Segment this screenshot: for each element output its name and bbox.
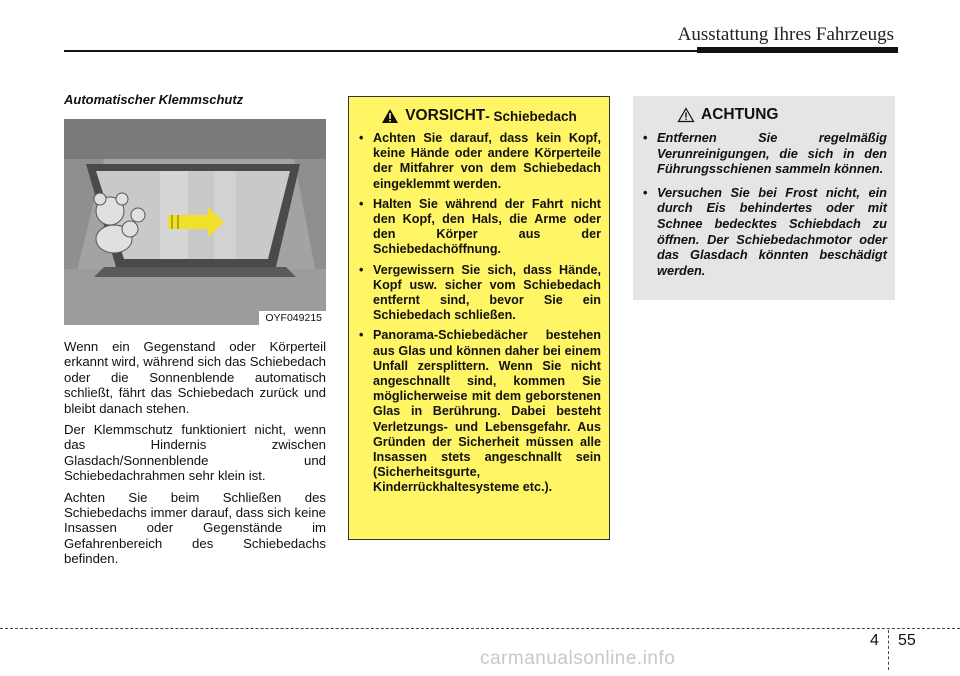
caution-title: VORSICHT xyxy=(405,107,486,124)
list-item: • Halten Sie während der Fahrt nicht den Kopf, den Hals, die Arme oder den Körper aus der Schiebedachöffnung. xyxy=(357,197,601,258)
left-column xyxy=(64,92,326,573)
header-rule-accent xyxy=(697,47,898,53)
warning-box xyxy=(633,96,895,300)
sunroof-photo xyxy=(64,119,326,325)
list-item: • Achten Sie darauf, dass kein Kopf, keine Hände oder andere Körperteile der Mitfahrer von dem Schiebedach eingeklemmt werden. xyxy=(357,131,601,192)
warning-triangle-outline-icon xyxy=(677,107,695,123)
section-title: Ausstattung Ihres Fahrzeugs xyxy=(677,24,894,45)
warning-title: ACHTUNG xyxy=(701,106,779,123)
warning-header xyxy=(677,106,887,124)
footer-rule xyxy=(0,628,960,629)
paragraph: Wenn ein Gegenstand oder Körperteil erkannt wird, während sich das Schiebedach oder die Sonnenblende automatisch schließt, fährt das Schiebedach zurück und bleibt danach stehen. xyxy=(64,339,326,416)
watermark: carmanualsonline.info xyxy=(480,648,676,669)
subsection-title: Automatischer Klemmschutz xyxy=(64,92,244,107)
caution-list xyxy=(357,131,601,496)
list-item: • Versuchen Sie bei Frost nicht, ein durch Eis behindertes oder mit Schnee bedecktes Schiebdach zu öffnen. Der Schiebedachmotor oder das Glasdach könnten beschädigt werden. xyxy=(641,185,887,279)
body-text xyxy=(64,339,326,567)
chapter-number: 4 xyxy=(870,632,879,649)
figure-code: OYF049215 xyxy=(259,311,326,325)
caution-header xyxy=(357,107,601,125)
paragraph: Achten Sie beim Schließen des Schiebedachs immer darauf, dass sich keine Insassen oder Gegenstände im Gefahrenbereich des Schiebedachs befinden. xyxy=(64,489,326,567)
warning-list xyxy=(641,130,887,278)
footer-divider xyxy=(888,630,889,670)
list-item: • Vergewissern Sie sich, dass Hände, Kopf usw. sicher vom Schiebedach entfernt sind, bevor Sie ein Schiebedach schließen. xyxy=(357,263,601,324)
caution-box xyxy=(348,96,610,540)
page-number: 55 xyxy=(898,632,916,649)
list-item: • Entfernen Sie regelmäßig Verunreinigungen, die sich in den Führungsschienen sammeln können. xyxy=(641,130,887,177)
paragraph: Der Klemmschutz funktioniert nicht, wenn das Hindernis zwischen Glasdach/Sonnenblende und Schiebedachrahmen sehr klein ist. xyxy=(64,422,326,484)
list-item: • Panorama-Schiebedächer bestehen aus Glas und können daher bei einem Unfall zersplittern. Wenn Sie nicht angeschnallt sind, kommen Sie möglicherweise mit dem geborstenen Glas in Berührung. Dabei besteht Verletzungs- und Lebensgefahr. Aus Gründen der Sicherheit müssen alle Insassen stets angeschnallt sein (Sicherheitsgurte, Kinderrückhaltesysteme etc.). xyxy=(357,328,601,495)
caution-subtitle: - Schiebedach xyxy=(485,108,577,124)
sunroof-illustration xyxy=(64,119,326,325)
warning-triangle-filled-icon xyxy=(381,108,399,124)
